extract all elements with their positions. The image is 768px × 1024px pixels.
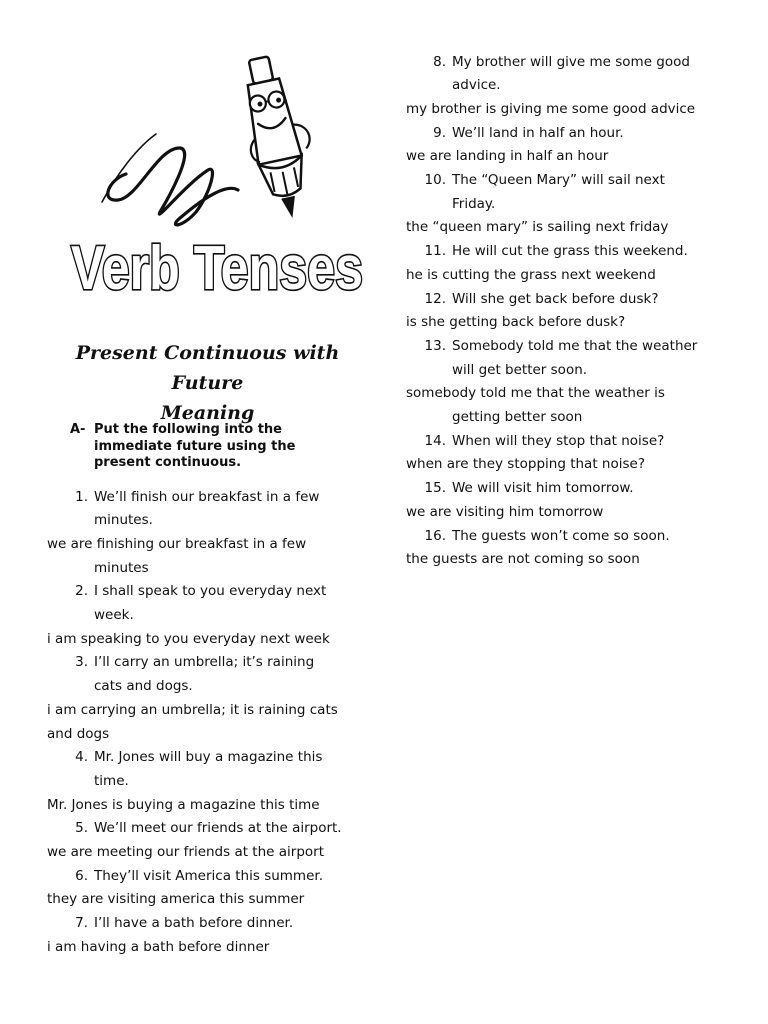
question-number: 2. [75,583,88,600]
answer-text: the guests are not coming so soon [406,551,640,568]
answer-text: somebody told me that the weather is [406,385,665,402]
question-text: When will they stop that noise? [452,432,665,449]
question-text: He will cut the grass this weekend. [452,243,688,260]
worksheet-subtitle [40,338,375,428]
question-text: We’ll land in half an hour. [452,124,624,141]
page-title: Verb Tenses [71,234,363,302]
question-number: 8. [433,53,446,70]
answer-text-continued: minutes [94,559,149,576]
question-number: 16. [424,527,446,544]
scribble-line [108,148,238,225]
answer-text: we are visiting him tomorrow [406,503,604,520]
question-text: We will visit him tomorrow. [452,480,634,497]
question-text: We’ll meet our friends at the airport. [94,820,342,837]
answer-text: they are visiting america this summer [47,891,305,908]
answer-text: we are meeting our friends at the airport [47,844,325,860]
verb-tenses-logo [68,52,368,302]
question-text: They’ll visit America this summer. [94,867,323,884]
question-text-continued: week. [94,607,134,623]
question-number: 14. [424,432,446,449]
answer-text-continued: getting better soon [452,409,583,425]
question-text: Will she get back before dusk? [452,290,659,307]
question-text: We’ll finish our breakfast in a few [94,488,320,505]
question-text-continued: will get better soon. [452,361,588,378]
answer-text: i am speaking to you everyday next week [47,630,330,647]
question-text: Somebody told me that the weather [452,337,698,354]
question-text: The “Queen Mary” will sail next [452,172,665,188]
question-text-continued: minutes. [94,512,153,529]
answer-text: i am having a bath before dinner [47,938,270,955]
question-number: 3. [75,654,88,671]
question-number: 13. [424,337,446,354]
question-number: 10. [424,172,446,188]
question-number: 5. [75,820,88,837]
answer-text: my brother is giving me some good advice [406,100,696,117]
answer-text: he is cutting the grass next weekend [406,266,656,283]
instruction-text: Put the following into the immediate future using the present continuous. [94,422,296,470]
answer-text: we are finishing our breakfast in a few [47,535,307,552]
question-text: The guests won’t come so soon. [452,527,670,544]
question-text-continued: cats and dogs. [94,678,193,695]
question-number: 7. [75,915,88,932]
question-number: 12. [424,290,446,307]
question-text: My brother will give me some good [452,53,690,70]
question-number: 4. [75,749,88,766]
subtitle-line-1: Present Continuous with Future [75,342,340,394]
question-number: 6. [75,867,88,884]
answer-text: is she getting back before dusk? [406,314,626,331]
answer-text: the “queen mary” is sailing next friday [406,219,669,236]
question-number: 1. [75,488,88,505]
question-text-continued: Friday. [452,195,496,212]
answer-text: Mr. Jones is buying a magazine this time [47,796,320,813]
question-number: 15. [424,480,446,497]
question-text-continued: time. [94,772,129,789]
subtitle-line-2: Meaning [160,402,255,424]
answer-text: i am carrying an umbrella; it is raining cats [47,701,338,718]
question-text: I’ll have a bath before dinner. [94,915,294,932]
answer-text: when are they stopping that noise? [406,456,645,473]
pencil-mascot-icon [232,52,324,220]
question-text: I shall speak to you everyday next [94,583,327,600]
question-number: 9. [433,124,446,141]
question-number: 11. [424,243,446,260]
question-text: Mr. Jones will buy a magazine this [94,749,323,766]
scribble-tail [102,134,156,202]
instruction-marker: A- [70,422,86,437]
answer-text: we are landing in half an hour [406,148,609,165]
question-text-continued: advice. [452,77,501,94]
answer-text-continued: and dogs [47,725,110,742]
question-text: I’ll carry an umbrella; it’s raining [94,654,315,671]
